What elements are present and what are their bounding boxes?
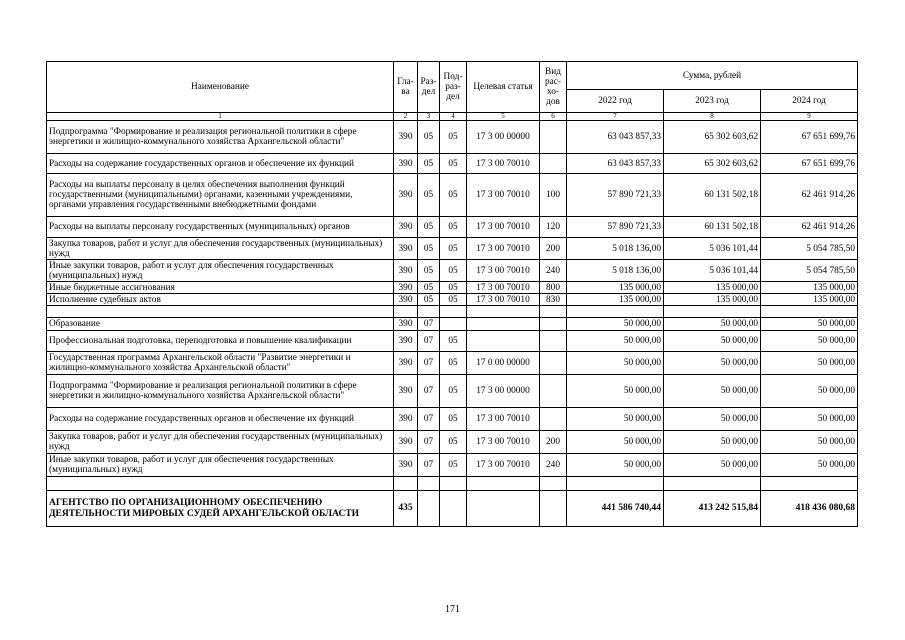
row-sum-2023: 50 000,00 xyxy=(664,431,761,454)
table-row xyxy=(47,331,858,352)
row-expense-type xyxy=(540,154,567,174)
row-expense-type: 240 xyxy=(540,454,567,477)
row-sum-2022: 50 000,00 xyxy=(567,352,664,375)
row-target: 17 3 00 70010 xyxy=(467,408,540,431)
table-row xyxy=(47,260,858,282)
row-sum-2023: 60 131 502,18 xyxy=(664,174,761,217)
row-subsection: 05 xyxy=(440,238,467,260)
row-sum-2024: 418 436 080,68 xyxy=(761,491,858,527)
row-section: 07 xyxy=(418,318,440,331)
row-target: 17 3 00 70010 xyxy=(467,454,540,477)
row-subsection: 05 xyxy=(440,282,467,294)
column-number: 9 xyxy=(761,113,858,121)
row-chapter: 390 xyxy=(394,352,418,375)
row-subsection xyxy=(440,306,467,318)
row-sum-2024: 62 461 914,26 xyxy=(761,174,858,217)
row-section: 07 xyxy=(418,408,440,431)
header-subsection: Под-раз-дел xyxy=(440,62,467,113)
table-row xyxy=(47,294,858,306)
row-target: 17 3 00 00000 xyxy=(467,375,540,408)
row-sum-2022: 63 043 857,33 xyxy=(567,121,664,154)
row-name xyxy=(47,306,394,318)
row-subsection: 05 xyxy=(440,294,467,306)
row-expense-type xyxy=(540,352,567,375)
row-section: 07 xyxy=(418,375,440,408)
row-sum-2023 xyxy=(664,306,761,318)
row-chapter: 390 xyxy=(394,294,418,306)
table-row xyxy=(47,318,858,331)
row-subsection: 05 xyxy=(440,352,467,375)
row-chapter: 390 xyxy=(394,121,418,154)
row-chapter: 390 xyxy=(394,238,418,260)
row-sum-2024: 50 000,00 xyxy=(761,318,858,331)
row-sum-2022: 5 018 136,00 xyxy=(567,260,664,282)
row-sum-2023: 65 302 603,62 xyxy=(664,121,761,154)
row-chapter: 390 xyxy=(394,260,418,282)
row-name: Расходы на выплаты персоналу в целях обеспечения выполнения функций государственными (муниципальными) органами, казенными учреждениями, органами управления государственными внебюджетными фондами xyxy=(47,174,394,217)
row-subsection: 05 xyxy=(440,154,467,174)
row-expense-type: 120 xyxy=(540,217,567,238)
row-sum-2024: 50 000,00 xyxy=(761,352,858,375)
table-row xyxy=(47,375,858,408)
row-expense-type: 200 xyxy=(540,431,567,454)
row-target xyxy=(467,318,540,331)
table-body xyxy=(47,121,858,527)
table-row xyxy=(47,121,858,154)
table-row xyxy=(47,306,858,318)
table-row xyxy=(47,454,858,477)
row-sum-2024: 67 651 699,76 xyxy=(761,121,858,154)
row-chapter: 390 xyxy=(394,154,418,174)
row-section: 07 xyxy=(418,352,440,375)
budget-table xyxy=(46,61,858,527)
header-section: Раз-дел xyxy=(418,62,440,113)
row-section: 05 xyxy=(418,260,440,282)
row-subsection: 05 xyxy=(440,217,467,238)
table-row xyxy=(47,431,858,454)
row-chapter xyxy=(394,477,418,491)
row-sum-2024: 135 000,00 xyxy=(761,282,858,294)
row-sum-2023: 50 000,00 xyxy=(664,352,761,375)
row-sum-2023: 60 131 502,18 xyxy=(664,217,761,238)
row-section xyxy=(418,491,440,527)
row-sum-2024: 50 000,00 xyxy=(761,408,858,431)
row-subsection xyxy=(440,477,467,491)
row-chapter: 390 xyxy=(394,431,418,454)
row-chapter: 390 xyxy=(394,331,418,352)
row-target: 17 3 00 70010 xyxy=(467,238,540,260)
row-sum-2024 xyxy=(761,306,858,318)
row-sum-2023 xyxy=(664,477,761,491)
table-row xyxy=(47,477,858,491)
header-year-2023: 2023 год xyxy=(664,90,761,113)
row-sum-2022: 57 890 721,33 xyxy=(567,174,664,217)
row-target xyxy=(467,331,540,352)
header-year-2022: 2022 год xyxy=(567,90,664,113)
row-sum-2022: 135 000,00 xyxy=(567,282,664,294)
row-sum-2022: 50 000,00 xyxy=(567,408,664,431)
row-sum-2023: 5 036 101,44 xyxy=(664,238,761,260)
row-sum-2022: 50 000,00 xyxy=(567,318,664,331)
row-sum-2022: 63 043 857,33 xyxy=(567,154,664,174)
page-number: 171 xyxy=(445,604,460,615)
row-target: 17 3 00 70010 xyxy=(467,260,540,282)
row-sum-2022: 57 890 721,33 xyxy=(567,217,664,238)
header-target: Целевая статья xyxy=(467,62,540,113)
budget-sheet xyxy=(46,61,858,527)
column-number: 6 xyxy=(540,113,567,121)
column-number: 1 xyxy=(47,113,394,121)
row-section: 07 xyxy=(418,331,440,352)
row-expense-type: 830 xyxy=(540,294,567,306)
table-row xyxy=(47,282,858,294)
row-expense-type xyxy=(540,306,567,318)
row-subsection xyxy=(440,491,467,527)
row-subsection: 05 xyxy=(440,121,467,154)
row-chapter: 390 xyxy=(394,318,418,331)
row-target: 17 3 00 70010 xyxy=(467,282,540,294)
row-sum-2024: 50 000,00 xyxy=(761,454,858,477)
row-target: 17 0 00 00000 xyxy=(467,352,540,375)
row-expense-type xyxy=(540,318,567,331)
row-subsection: 05 xyxy=(440,408,467,431)
row-subsection: 05 xyxy=(440,375,467,408)
row-section: 05 xyxy=(418,217,440,238)
row-sum-2022 xyxy=(567,306,664,318)
row-target xyxy=(467,477,540,491)
row-sum-2024: 50 000,00 xyxy=(761,331,858,352)
row-section: 05 xyxy=(418,294,440,306)
row-sum-2023: 50 000,00 xyxy=(664,318,761,331)
row-sum-2023: 50 000,00 xyxy=(664,408,761,431)
row-sum-2023: 50 000,00 xyxy=(664,375,761,408)
row-name: Иные закупки товаров, работ и услуг для обеспечения государственных (муниципальных) нужд xyxy=(47,454,394,477)
table-row xyxy=(47,174,858,217)
row-name: Закупка товаров, работ и услуг для обеспечения государственных (муниципальных) нужд xyxy=(47,238,394,260)
row-target: 17 3 00 00000 xyxy=(467,121,540,154)
table-row xyxy=(47,352,858,375)
row-section: 05 xyxy=(418,174,440,217)
row-name: Расходы на содержание государственных органов и обеспечение их функций xyxy=(47,154,394,174)
row-name: Расходы на выплаты персоналу государственных (муниципальных) органов xyxy=(47,217,394,238)
row-sum-2024: 135 000,00 xyxy=(761,294,858,306)
row-sum-2023: 50 000,00 xyxy=(664,454,761,477)
row-sum-2022: 5 018 136,00 xyxy=(567,238,664,260)
row-chapter: 390 xyxy=(394,375,418,408)
row-sum-2022: 50 000,00 xyxy=(567,454,664,477)
row-subsection: 05 xyxy=(440,174,467,217)
table-row xyxy=(47,217,858,238)
column-number-row xyxy=(47,113,858,121)
row-sum-2024 xyxy=(761,477,858,491)
row-sum-2023: 135 000,00 xyxy=(664,282,761,294)
row-name: Государственная программа Архангельской области "Развитие энергетики и жилищно-коммунального хозяйства Архангельской области" xyxy=(47,352,394,375)
row-chapter: 435 xyxy=(394,491,418,527)
row-chapter: 390 xyxy=(394,408,418,431)
row-expense-type xyxy=(540,331,567,352)
row-sum-2023: 50 000,00 xyxy=(664,331,761,352)
row-name: Иные бюджетные ассигнования xyxy=(47,282,394,294)
column-number: 7 xyxy=(567,113,664,121)
column-number: 3 xyxy=(418,113,440,121)
row-sum-2022: 441 586 740,44 xyxy=(567,491,664,527)
row-name: АГЕНТСТВО ПО ОРГАНИЗАЦИОННОМУ ОБЕСПЕЧЕНИЮ ДЕЯТЕЛЬНОСТИ МИРОВЫХ СУДЕЙ АРХАНГЕЛЬСКОЙ ОБЛАСТИ xyxy=(47,491,394,527)
row-sum-2024: 5 054 785,50 xyxy=(761,260,858,282)
row-target: 17 3 00 70010 xyxy=(467,217,540,238)
row-expense-type: 100 xyxy=(540,174,567,217)
row-expense-type xyxy=(540,121,567,154)
row-name xyxy=(47,477,394,491)
row-name: Исполнение судебных актов xyxy=(47,294,394,306)
row-target: 17 3 00 70010 xyxy=(467,174,540,217)
table-row xyxy=(47,238,858,260)
row-subsection: 05 xyxy=(440,431,467,454)
row-target xyxy=(467,491,540,527)
column-number: 2 xyxy=(394,113,418,121)
row-name: Закупка товаров, работ и услуг для обеспечения государственных (муниципальных) нужд xyxy=(47,431,394,454)
row-expense-type xyxy=(540,375,567,408)
row-subsection: 05 xyxy=(440,454,467,477)
row-sum-2024: 50 000,00 xyxy=(761,375,858,408)
row-sum-2024: 67 651 699,76 xyxy=(761,154,858,174)
row-section: 05 xyxy=(418,121,440,154)
row-sum-2022: 50 000,00 xyxy=(567,331,664,352)
row-section: 05 xyxy=(418,238,440,260)
row-expense-type xyxy=(540,491,567,527)
row-sum-2022: 50 000,00 xyxy=(567,375,664,408)
row-section xyxy=(418,477,440,491)
row-expense-type xyxy=(540,477,567,491)
table-row xyxy=(47,491,858,527)
row-target: 17 3 00 70010 xyxy=(467,294,540,306)
header-chapter: Гла-ва xyxy=(394,62,418,113)
row-sum-2022: 50 000,00 xyxy=(567,431,664,454)
row-sum-2022: 135 000,00 xyxy=(567,294,664,306)
header-year-2024: 2024 год xyxy=(761,90,858,113)
row-chapter: 390 xyxy=(394,454,418,477)
row-name: Образование xyxy=(47,318,394,331)
header-name: Наименование xyxy=(47,62,394,113)
row-sum-2023: 65 302 603,62 xyxy=(664,154,761,174)
row-chapter xyxy=(394,306,418,318)
row-expense-type: 200 xyxy=(540,238,567,260)
row-section: 05 xyxy=(418,154,440,174)
table-row xyxy=(47,154,858,174)
row-sum-2024: 50 000,00 xyxy=(761,431,858,454)
row-subsection: 05 xyxy=(440,331,467,352)
row-expense-type xyxy=(540,408,567,431)
row-sum-2024: 62 461 914,26 xyxy=(761,217,858,238)
row-name: Иные закупки товаров, работ и услуг для обеспечения государственных (муниципальных) нужд xyxy=(47,260,394,282)
row-expense-type: 800 xyxy=(540,282,567,294)
row-sum-2023: 135 000,00 xyxy=(664,294,761,306)
header-sum: Сумма, рублей xyxy=(567,62,858,90)
row-target: 17 3 00 70010 xyxy=(467,154,540,174)
row-chapter: 390 xyxy=(394,174,418,217)
row-name: Профессиональная подготовка, переподготовка и повышение квалификации xyxy=(47,331,394,352)
row-sum-2022 xyxy=(567,477,664,491)
row-name: Расходы на содержание государственных органов и обеспечение их функций xyxy=(47,408,394,431)
column-number: 4 xyxy=(440,113,467,121)
row-expense-type: 240 xyxy=(540,260,567,282)
row-sum-2023: 413 242 515,84 xyxy=(664,491,761,527)
row-target: 17 3 00 70010 xyxy=(467,431,540,454)
row-name: Подпрограмма "Формирование и реализация региональной политики в сфере энергетики и жилищно-коммунального хозяйства Архангельской области" xyxy=(47,121,394,154)
row-subsection xyxy=(440,318,467,331)
row-chapter: 390 xyxy=(394,282,418,294)
row-subsection: 05 xyxy=(440,260,467,282)
row-target xyxy=(467,306,540,318)
row-section: 07 xyxy=(418,454,440,477)
row-name: Подпрограмма "Формирование и реализация региональной политики в сфере энергетики и жилищно-коммунального хозяйства Архангельской области" xyxy=(47,375,394,408)
row-section xyxy=(418,306,440,318)
row-chapter: 390 xyxy=(394,217,418,238)
row-section: 07 xyxy=(418,431,440,454)
row-section: 05 xyxy=(418,282,440,294)
table-row xyxy=(47,408,858,431)
column-number: 8 xyxy=(664,113,761,121)
row-sum-2023: 5 036 101,44 xyxy=(664,260,761,282)
header-expense-type: Вид рас-хо-дов xyxy=(540,62,567,113)
column-number: 5 xyxy=(467,113,540,121)
row-sum-2024: 5 054 785,50 xyxy=(761,238,858,260)
